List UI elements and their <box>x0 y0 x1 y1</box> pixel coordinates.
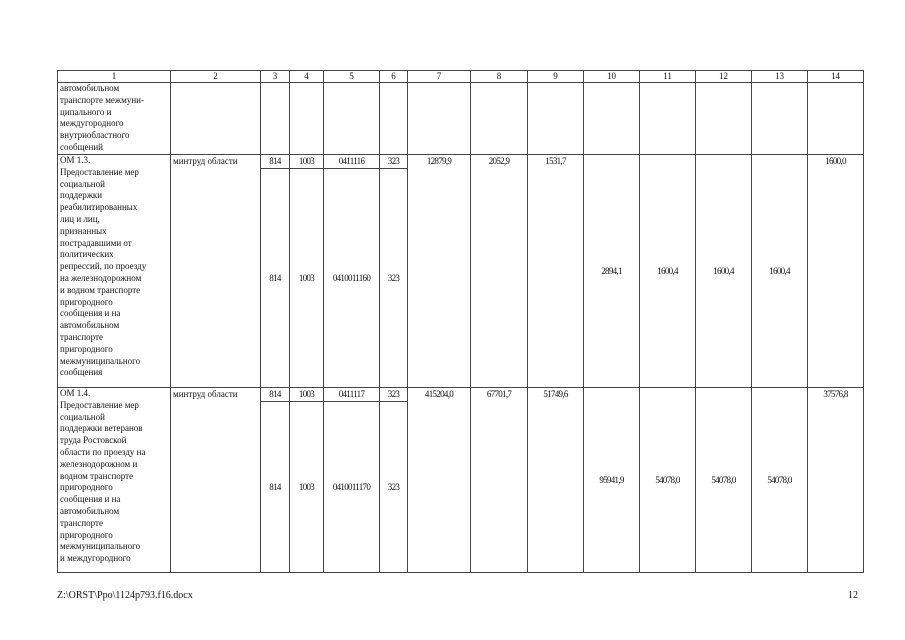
csr-code: 0410011160 <box>324 169 380 388</box>
column-number-row <box>58 71 864 83</box>
empty-cell <box>290 83 324 155</box>
measure-description: ОМ 1.4. Предоставление мер социальной поддержки ветеранов труда Ростовской области по проезду на железнодорожном и водном транспорте пригородного сообщения и на автомобильном транспорте пригородного межмуниципального и междугородного <box>58 388 171 573</box>
value-col14: 37576,8 <box>808 388 864 573</box>
csr-code: 0410011170 <box>324 402 380 573</box>
col-number: 6 <box>380 71 408 83</box>
rzpr-code: 1003 <box>290 155 324 169</box>
vr-code: 323 <box>380 402 408 573</box>
value-col14: 1600,0 <box>808 155 864 388</box>
value-col12: 1600,4 <box>696 155 752 388</box>
col-number: 2 <box>171 71 261 83</box>
grbs-code: 814 <box>261 155 290 169</box>
table-row <box>58 83 864 155</box>
page-number: 12 <box>848 590 858 601</box>
csr-code: 0411117 <box>324 388 380 402</box>
empty-cell <box>171 83 261 155</box>
col-number: 9 <box>528 71 584 83</box>
value-col7: 12879,9 <box>408 155 471 388</box>
value-col11: 1600,4 <box>640 155 696 388</box>
empty-cell <box>471 83 528 155</box>
value-col7: 415204,0 <box>408 388 471 573</box>
executor-cell: минтруд области <box>171 388 261 573</box>
measure-description: ОМ 1.3. Предоставление мер социальной поддержки реабилитированных лиц и лиц, признанных пострадавшими от политических репрессий, по проезду на железнодорожном и водном транспорте пригородного сообщения и на автомобильном транспорте пригородного межмуниципального сообщения <box>58 155 171 388</box>
grbs-code: 814 <box>261 388 290 402</box>
empty-cell <box>640 83 696 155</box>
vr-code: 323 <box>380 155 408 169</box>
empty-cell <box>408 83 471 155</box>
rzpr-code: 1003 <box>290 169 324 388</box>
col-number: 1 <box>58 71 171 83</box>
value-col10: 95941,9 <box>584 388 640 573</box>
vr-code: 323 <box>380 169 408 388</box>
executor-cell: минтруд области <box>171 155 261 388</box>
col-number: 5 <box>324 71 380 83</box>
value-col13: 54078,0 <box>752 388 808 573</box>
empty-cell <box>696 83 752 155</box>
document-file-path: Z:\ORST\Ppo\1124p793.f16.docx <box>57 590 193 601</box>
col-number: 11 <box>640 71 696 83</box>
grbs-code: 814 <box>261 169 290 388</box>
empty-cell <box>528 83 584 155</box>
value-col13: 1600,4 <box>752 155 808 388</box>
value-col10: 2894,1 <box>584 155 640 388</box>
csr-code: 0411116 <box>324 155 380 169</box>
col-number: 10 <box>584 71 640 83</box>
rzpr-code: 1003 <box>290 388 324 402</box>
value-col12: 54078,0 <box>696 388 752 573</box>
measure-description: автомобильном транспорте межмуни- ципального и междугородного внутриобластного сообщений <box>58 83 171 155</box>
col-number: 7 <box>408 71 471 83</box>
empty-cell <box>324 83 380 155</box>
value-col8: 2052,9 <box>471 155 528 388</box>
empty-cell <box>380 83 408 155</box>
rzpr-code: 1003 <box>290 402 324 573</box>
value-col9: 51749,6 <box>528 388 584 573</box>
col-number: 13 <box>752 71 808 83</box>
table-row <box>58 155 864 169</box>
empty-cell <box>261 83 290 155</box>
col-number: 14 <box>808 71 864 83</box>
table-row <box>58 388 864 402</box>
budget-table <box>57 70 864 573</box>
col-number: 8 <box>471 71 528 83</box>
empty-cell <box>752 83 808 155</box>
empty-cell <box>808 83 864 155</box>
value-col9: 1531,7 <box>528 155 584 388</box>
col-number: 3 <box>261 71 290 83</box>
vr-code: 323 <box>380 388 408 402</box>
col-number: 4 <box>290 71 324 83</box>
value-col11: 54078,0 <box>640 388 696 573</box>
grbs-code: 814 <box>261 402 290 573</box>
value-col8: 67701,7 <box>471 388 528 573</box>
empty-cell <box>584 83 640 155</box>
col-number: 12 <box>696 71 752 83</box>
